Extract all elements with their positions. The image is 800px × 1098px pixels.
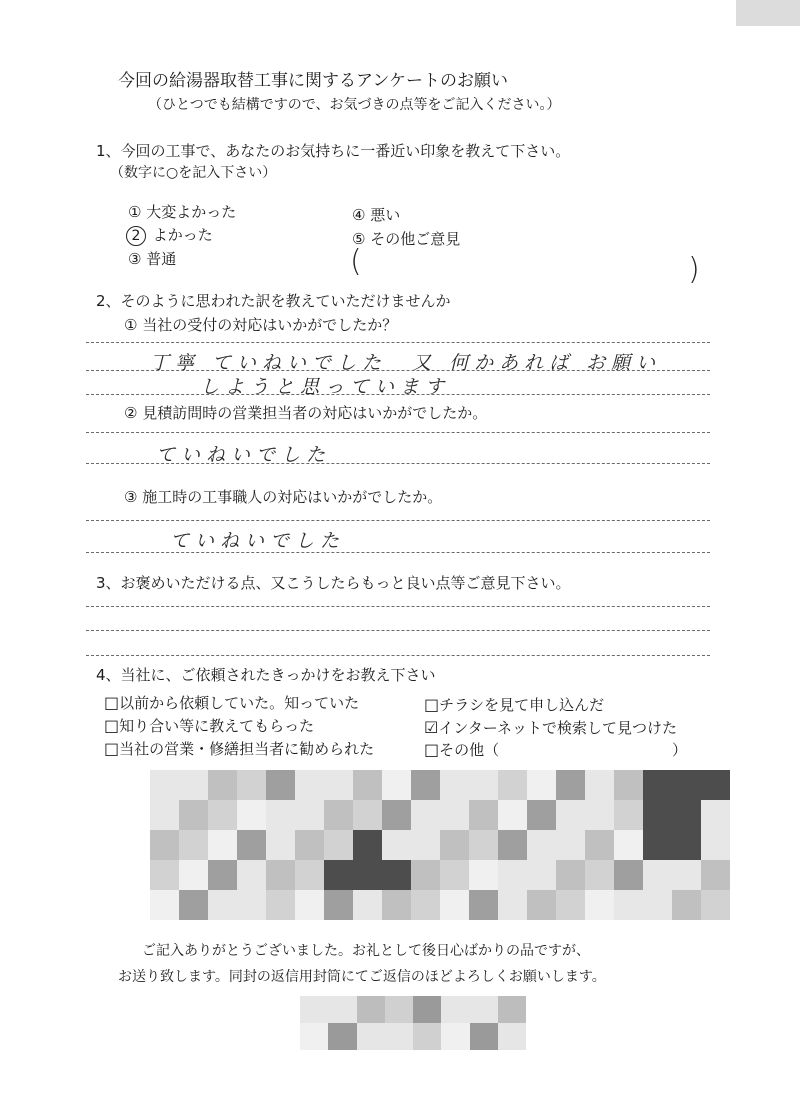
mosaic-cell bbox=[295, 800, 324, 830]
q4-option-previous-label: 以前から依頼していた。知っていた bbox=[119, 694, 360, 712]
mosaic-cell bbox=[643, 860, 672, 890]
mosaic-cell bbox=[585, 770, 614, 800]
q1-option-1-label: 大変よかった bbox=[146, 203, 237, 221]
mosaic-cell bbox=[469, 890, 498, 920]
answer-line bbox=[86, 463, 710, 464]
q2-sub1-answer-line1: 丁寧 ていねいでした 又 何かあれば お願い bbox=[150, 352, 662, 374]
mosaic-cell bbox=[527, 800, 556, 830]
mosaic-cell bbox=[385, 1023, 413, 1050]
mosaic-cell bbox=[701, 830, 730, 860]
q4-option-sales-staff[interactable] bbox=[104, 738, 374, 759]
checkbox-icon: □ bbox=[424, 695, 440, 714]
mosaic-cell bbox=[498, 800, 527, 830]
q4-option-flyer-label: チラシを見て申し込んだ bbox=[439, 696, 605, 714]
mosaic-cell bbox=[441, 1023, 469, 1050]
q1-option-4-label: 悪い bbox=[370, 206, 401, 224]
mosaic-cell bbox=[328, 996, 356, 1023]
checkbox-icon: □ bbox=[424, 740, 440, 759]
mosaic-cell bbox=[527, 860, 556, 890]
mosaic-cell bbox=[266, 890, 295, 920]
mosaic-cell bbox=[295, 890, 324, 920]
mosaic-cell bbox=[353, 860, 382, 890]
mosaic-cell bbox=[701, 860, 730, 890]
mosaic-cell bbox=[353, 830, 382, 860]
mosaic-cell bbox=[179, 860, 208, 890]
footer-thanks-line1: ご記入ありがとうございました。お礼として後日心ばかりの品ですが、 bbox=[142, 943, 590, 959]
mosaic-cell bbox=[237, 890, 266, 920]
q4-option-other-close: ） bbox=[672, 741, 688, 759]
mosaic-cell bbox=[385, 996, 413, 1023]
mosaic-cell bbox=[300, 1023, 328, 1050]
q4-option-acquaintance[interactable] bbox=[104, 715, 314, 736]
q2-sub1-label: ① 当社の受付の対応はいかがでしたか？ bbox=[124, 316, 398, 334]
q4-option-flyer[interactable] bbox=[424, 694, 604, 715]
q2-sub3-answer: ていねいでした bbox=[170, 530, 346, 552]
mosaic-cell bbox=[614, 770, 643, 800]
mosaic-cell bbox=[300, 996, 328, 1023]
mosaic-cell bbox=[411, 860, 440, 890]
q1-option-5-label: その他ご意見 bbox=[370, 230, 461, 248]
mosaic-cell bbox=[672, 860, 701, 890]
mosaic-cell bbox=[237, 800, 266, 830]
mosaic-cell bbox=[179, 830, 208, 860]
mosaic-cell bbox=[324, 770, 353, 800]
mosaic-cell bbox=[470, 1023, 498, 1050]
answer-line bbox=[86, 630, 710, 631]
q1-option-2-label: よかった bbox=[152, 226, 213, 244]
survey-title: 今回の給湯器取替工事に関するアンケートのお願い bbox=[118, 71, 508, 91]
mosaic-cell bbox=[357, 996, 385, 1023]
mosaic-cell bbox=[556, 800, 585, 830]
q1-option-4[interactable] bbox=[352, 204, 400, 225]
mosaic-cell bbox=[498, 996, 526, 1023]
mosaic-cell bbox=[208, 830, 237, 860]
mosaic-cell bbox=[266, 860, 295, 890]
mosaic-cell bbox=[324, 890, 353, 920]
checkbox-icon: □ bbox=[104, 739, 120, 758]
q1-other-paren-open: ( bbox=[350, 244, 362, 279]
mosaic-cell bbox=[527, 830, 556, 860]
q2-question: 2、そのように思われた訳を教えていただけませんか bbox=[96, 292, 451, 310]
checked-checkbox-icon: ☑ bbox=[424, 718, 439, 737]
redaction-mosaic-contact bbox=[150, 770, 730, 920]
mosaic-cell bbox=[498, 1023, 526, 1050]
mosaic-cell bbox=[237, 770, 266, 800]
mosaic-cell bbox=[353, 800, 382, 830]
mosaic-cell bbox=[614, 860, 643, 890]
mosaic-cell bbox=[295, 860, 324, 890]
mosaic-cell bbox=[266, 830, 295, 860]
answer-line bbox=[86, 432, 710, 433]
q3-question: 3、お褒めいただける点、又こうしたらもっと良い点等ご意見下さい。 bbox=[96, 574, 571, 592]
q4-question: 4、当社に、ご依頼されたきっかけをお教え下さい bbox=[96, 666, 436, 684]
mosaic-cell bbox=[382, 830, 411, 860]
mosaic-cell bbox=[150, 770, 179, 800]
q1-option-1[interactable] bbox=[128, 201, 236, 222]
mosaic-cell bbox=[701, 800, 730, 830]
mosaic-cell bbox=[440, 800, 469, 830]
mosaic-cell bbox=[672, 800, 701, 830]
answer-line bbox=[86, 370, 710, 371]
mosaic-cell bbox=[469, 860, 498, 890]
q2-sub3-label: ③ 施工時の工事職人の対応はいかがでしたか。 bbox=[124, 488, 443, 506]
survey-subtitle: （ひとつでも結構ですので、お気づきの点等をご記入ください。） bbox=[148, 97, 561, 113]
mosaic-cell bbox=[411, 800, 440, 830]
footer-thanks-line2: お送り致します。同封の返信用封筒にてご返信のほどよろしくお願いします。 bbox=[118, 969, 606, 985]
mosaic-cell bbox=[585, 860, 614, 890]
answer-line bbox=[86, 606, 710, 607]
mosaic-cell bbox=[614, 830, 643, 860]
mosaic-cell bbox=[470, 996, 498, 1023]
mosaic-cell bbox=[411, 890, 440, 920]
mosaic-cell bbox=[357, 1023, 385, 1050]
q4-option-internet[interactable] bbox=[424, 717, 677, 738]
checkbox-icon: □ bbox=[104, 693, 120, 712]
answer-line bbox=[86, 552, 710, 553]
mosaic-cell bbox=[179, 800, 208, 830]
mosaic-cell bbox=[440, 830, 469, 860]
mosaic-cell bbox=[411, 770, 440, 800]
mosaic-cell bbox=[150, 800, 179, 830]
mosaic-cell bbox=[266, 770, 295, 800]
q1-option-5-number: ⑤ bbox=[352, 230, 366, 248]
mosaic-cell bbox=[382, 860, 411, 890]
redaction-mosaic-bottom bbox=[300, 996, 526, 1050]
answer-line bbox=[86, 520, 710, 521]
q1-option-3-number: ③ bbox=[128, 250, 142, 268]
mosaic-cell bbox=[411, 830, 440, 860]
q1-note: （数字に○を記入下さい） bbox=[110, 165, 277, 181]
q4-option-internet-label: インターネットで検索して見つけた bbox=[438, 719, 677, 737]
q4-option-previous[interactable] bbox=[104, 692, 359, 713]
q4-option-other-label: その他（ bbox=[439, 741, 500, 759]
mosaic-cell bbox=[440, 860, 469, 890]
q1-option-2[interactable] bbox=[126, 224, 213, 246]
mosaic-cell bbox=[469, 800, 498, 830]
q1-question: 1、今回の工事で、あなたのお気持ちに一番近い印象を教えて下さい。 bbox=[96, 142, 571, 160]
mosaic-cell bbox=[150, 890, 179, 920]
q1-option-3-label: 普通 bbox=[146, 250, 177, 268]
mosaic-cell bbox=[441, 996, 469, 1023]
mosaic-cell bbox=[324, 830, 353, 860]
mosaic-cell bbox=[643, 830, 672, 860]
q2-sub2-answer: ていねいでした bbox=[156, 444, 332, 466]
q1-option-3[interactable] bbox=[128, 248, 176, 269]
checkbox-icon: □ bbox=[104, 716, 120, 735]
mosaic-cell bbox=[643, 800, 672, 830]
mosaic-cell bbox=[556, 860, 585, 890]
mosaic-cell bbox=[237, 860, 266, 890]
mosaic-cell bbox=[208, 770, 237, 800]
mosaic-cell bbox=[295, 830, 324, 860]
mosaic-cell bbox=[556, 830, 585, 860]
q1-option-1-number: ① bbox=[128, 203, 142, 221]
mosaic-cell bbox=[672, 830, 701, 860]
mosaic-cell bbox=[324, 860, 353, 890]
q2-sub1-answer-line2: しようと思っています bbox=[200, 376, 451, 398]
q2-sub2-label: ② 見積訪問時の営業担当者の対応はいかがでしたか。 bbox=[124, 404, 488, 422]
mosaic-cell bbox=[440, 890, 469, 920]
mosaic-cell bbox=[208, 890, 237, 920]
mosaic-cell bbox=[150, 860, 179, 890]
q4-option-sales-staff-label: 当社の営業・修繕担当者に勧められた bbox=[119, 740, 375, 758]
answer-line bbox=[86, 655, 710, 656]
mosaic-cell bbox=[556, 890, 585, 920]
mosaic-cell bbox=[440, 770, 469, 800]
mosaic-cell bbox=[701, 890, 730, 920]
mosaic-cell bbox=[469, 770, 498, 800]
mosaic-cell bbox=[237, 830, 266, 860]
mosaic-cell bbox=[208, 860, 237, 890]
mosaic-cell bbox=[413, 1023, 441, 1050]
mosaic-cell bbox=[469, 830, 498, 860]
mosaic-cell bbox=[498, 890, 527, 920]
mosaic-cell bbox=[295, 770, 324, 800]
mosaic-cell bbox=[614, 800, 643, 830]
mosaic-cell bbox=[353, 890, 382, 920]
mosaic-cell bbox=[643, 890, 672, 920]
q1-option-2-circled-number: 2 bbox=[126, 226, 146, 246]
mosaic-cell bbox=[498, 770, 527, 800]
mosaic-cell bbox=[643, 770, 672, 800]
q1-option-4-number: ④ bbox=[352, 206, 366, 224]
mosaic-cell bbox=[701, 770, 730, 800]
mosaic-cell bbox=[585, 830, 614, 860]
mosaic-cell bbox=[150, 830, 179, 860]
mosaic-cell bbox=[413, 996, 441, 1023]
mosaic-cell bbox=[498, 860, 527, 890]
mosaic-cell bbox=[324, 800, 353, 830]
mosaic-cell bbox=[328, 1023, 356, 1050]
mosaic-cell bbox=[527, 890, 556, 920]
mosaic-cell bbox=[585, 890, 614, 920]
mosaic-cell bbox=[614, 890, 643, 920]
mosaic-cell bbox=[353, 770, 382, 800]
mosaic-cell bbox=[672, 770, 701, 800]
mosaic-cell bbox=[382, 890, 411, 920]
redaction-mosaic-corner bbox=[736, 0, 800, 26]
q1-other-paren-close: ) bbox=[688, 252, 700, 287]
mosaic-cell bbox=[266, 800, 295, 830]
q4-option-acquaintance-label: 知り合い等に教えてもらった bbox=[119, 717, 315, 735]
q4-option-other[interactable] bbox=[424, 739, 499, 760]
mosaic-cell bbox=[672, 890, 701, 920]
mosaic-cell bbox=[382, 800, 411, 830]
mosaic-cell bbox=[585, 800, 614, 830]
q1-option-5[interactable] bbox=[352, 228, 460, 249]
mosaic-cell bbox=[179, 770, 208, 800]
mosaic-cell bbox=[498, 830, 527, 860]
mosaic-cell bbox=[556, 770, 585, 800]
mosaic-cell bbox=[382, 770, 411, 800]
mosaic-cell bbox=[208, 800, 237, 830]
mosaic-cell bbox=[527, 770, 556, 800]
answer-line bbox=[86, 394, 710, 395]
mosaic-cell bbox=[179, 890, 208, 920]
answer-line bbox=[86, 342, 710, 343]
